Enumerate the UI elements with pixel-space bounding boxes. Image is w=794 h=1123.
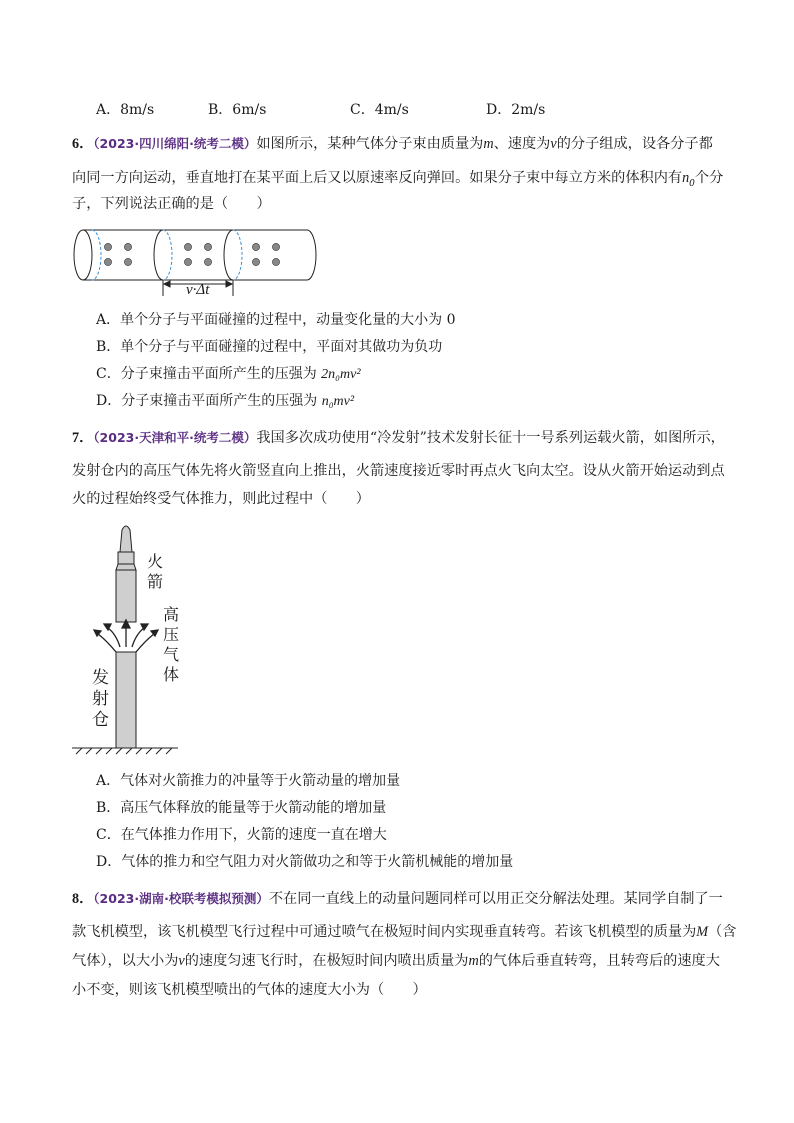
ground (72, 748, 178, 754)
molecules (104, 243, 279, 265)
q6-number: 6． (72, 136, 94, 152)
silo-label: 发 射 仓 (92, 668, 109, 730)
q6-line-1: 6．（2023·四川绵阳·统考二模）如图所示，某种气体分子束由质量为m、速度为v的分子组成，设各分子都 (72, 136, 713, 152)
q6-line-3: 子，下列说法正确的是（ ） (72, 196, 271, 212)
q6-option-b[interactable]: B．单个分子与平面碰撞的过程中，平面对其做功为负功 (96, 339, 443, 355)
rocket-label: 火 箭 (147, 552, 164, 591)
gas-label: 高 压 气 体 (163, 605, 180, 684)
gas-arrows (94, 620, 158, 652)
tube-body (74, 230, 316, 280)
q7-option-a[interactable]: A．气体对火箭推力的冲量等于火箭动量的增加量 (96, 773, 401, 789)
q5-option-a[interactable]: A．8m/s (96, 102, 155, 118)
rocket (116, 526, 136, 622)
q7-rocket-figure (70, 520, 200, 760)
q7-line-3: 火的过程始终受气体推力，则此过程中（ ） (72, 491, 370, 507)
q7-option-b[interactable]: B．高压气体释放的能量等于火箭动能的增加量 (96, 800, 387, 816)
q8-source: （2023·湖南·校联考模拟预测） (93, 891, 269, 906)
q6-source: （2023·四川绵阳·统考二模） (93, 136, 257, 151)
q8-number: 8． (72, 891, 94, 907)
q5-option-c[interactable]: C．4m/s (350, 102, 409, 118)
launch-silo (116, 652, 136, 748)
q6-line-2: 向同一方向运动，垂直地打在某平面上后又以原速率反向弹回。如果分子束中每立方米的体积内有$n_0$个分 (72, 170, 724, 189)
q8-line-4: 小不变，则该飞机模型喷出的气体的速度大小为（ ） (72, 982, 427, 998)
q5-option-b[interactable]: B．6m/s (208, 102, 267, 118)
q8-line-3: 气体），以大小为v的速度匀速飞行时，在极短时间内喷出质量为m的气体后垂直转弯，且转弯后的速度大 (72, 953, 720, 969)
q5-option-d[interactable]: D．2m/s (486, 102, 546, 118)
q7-source: （2023·天津和平·统考二模） (93, 430, 257, 445)
q7-line-2: 发射仓内的高压气体先将火箭竖直向上推出，火箭速度接近零时再点火飞向太空。设从火箭开始运动到点 (72, 463, 725, 479)
q6-figure-label: v·Δt (186, 282, 210, 298)
q7-number: 7． (72, 430, 94, 446)
q7-option-d[interactable]: D．气体的推力和空气阻力对火箭做功之和等于火箭机械能的增加量 (96, 854, 514, 870)
q6-option-a[interactable]: A．单个分子与平面碰撞的过程中，动量变化量的大小为 0 (96, 312, 456, 328)
q7-option-c[interactable]: C．在气体推力作用下，火箭的速度一直在增大 (96, 827, 387, 843)
q7-line-1: 7．（2023·天津和平·统考二模）我国多次成功使用“冷发射”技术发射长征十一号系列运载火箭，如图所示， (72, 430, 725, 446)
q6-option-d[interactable]: D．分子束撞击平面所产生的压强为 n₀mv² (96, 393, 355, 409)
q6-option-c[interactable]: C．分子束撞击平面所产生的压强为 2n₀mv² (96, 366, 361, 382)
q8-line-1: 8．（2023·湖南·校联考模拟预测）不在同一直线上的动量问题同样可以用正交分解法处理。某同学自制了一 (72, 891, 723, 907)
q8-line-2: 款飞机模型，该飞机模型飞行过程中可通过喷气在极短时间内实现垂直转弯。若该飞机模型的质量为M（含 (72, 924, 737, 940)
tube-cross-sections (92, 230, 242, 280)
